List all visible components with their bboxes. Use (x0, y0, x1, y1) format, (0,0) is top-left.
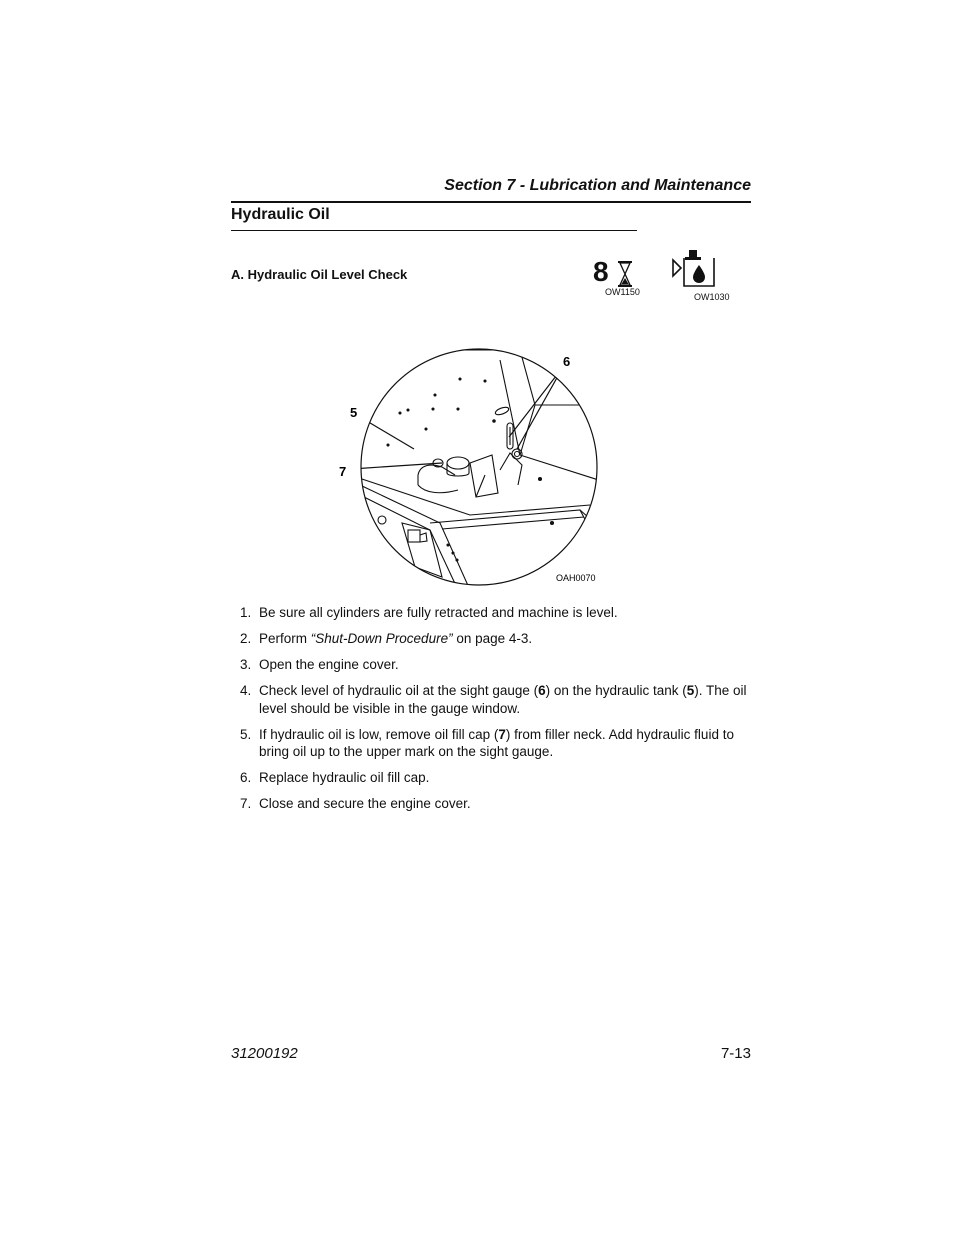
step-3: 3. Open the engine cover. (240, 657, 399, 672)
hydraulic-icon-caption: OW1030 (694, 292, 730, 302)
section-title: Section 7 - Lubrication and Maintenance (444, 177, 751, 194)
callout-6: 6 (563, 354, 571, 369)
interval-hourglass-icon (591, 258, 641, 290)
step-6: 6. Replace hydraulic oil fill cap. (240, 770, 430, 785)
document-number: 31200192 (231, 1045, 298, 1062)
step-2: 2. Perform “Shut-Down Procedure” on page 4-3. (240, 631, 533, 646)
hydraulic-fluid-icon (670, 248, 720, 288)
step-1: 1. Be sure all cylinders are fully retracted and machine is level. (240, 605, 618, 620)
interval-number: 8 (593, 256, 609, 287)
step-5: 5. If hydraulic oil is low, remove oil fill cap (7) from filler neck. Add hydraulic fluid to bring oil up to the upper mark on the sight gauge. (240, 726, 734, 759)
hydraulic-tank-illustration (330, 345, 620, 590)
step-4: 4. Check level of hydraulic oil at the sight gauge (6) on the hydraulic tank (5). The oil level should be visible in the gauge window. (240, 683, 747, 716)
hourglass-icon (617, 261, 633, 287)
shutdown-procedure-ref: “Shut-Down Procedure” (310, 631, 453, 646)
subsection-title: A. Hydraulic Oil Level Check (231, 267, 408, 282)
callout-7: 7 (339, 464, 347, 479)
figure-caption: OAH0070 (556, 573, 596, 583)
procedure-steps (240, 604, 752, 821)
page-title-rule (231, 205, 637, 231)
page-number: 7-13 (720, 1045, 751, 1062)
callout-5: 5 (350, 405, 358, 420)
section-header (231, 177, 751, 203)
interval-icon-caption: OW1150 (605, 287, 640, 297)
step-7: 7. Close and secure the engine cover. (240, 796, 471, 811)
page-title: Hydraulic Oil (231, 206, 330, 223)
